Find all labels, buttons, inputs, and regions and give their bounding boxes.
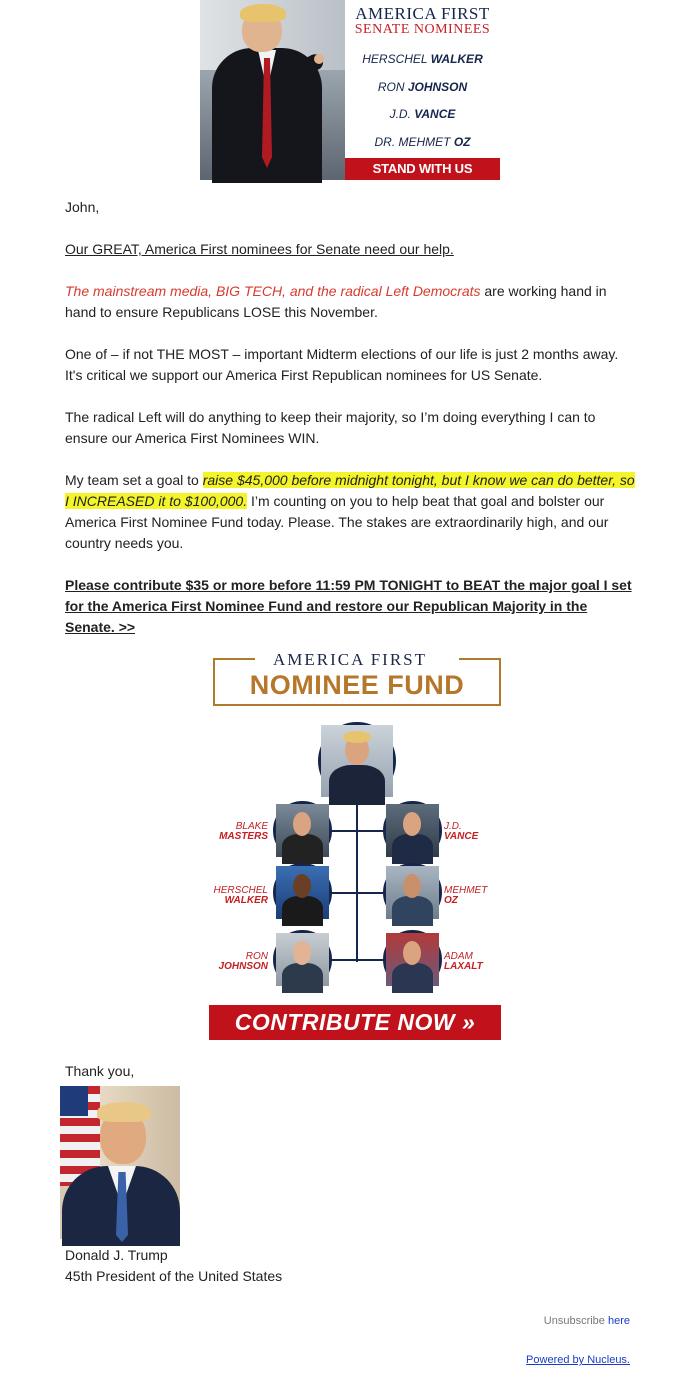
contribute-link[interactable]: Please contribute $35 or more before 11:59 PM TONIGHT to BEAT the major goal I set for the America First Nominee Fund and restore our Republican Majority in the Senate. >> bbox=[65, 577, 632, 635]
banner-title-line2: SENATE NOMINEES bbox=[354, 22, 491, 37]
powered-by-link[interactable]: Powered by Nucleus. bbox=[526, 1354, 630, 1366]
header-banner[interactable] bbox=[200, 0, 500, 198]
red-italic-text: The mainstream media, BIG TECH, and the radical Left Democrats bbox=[65, 283, 481, 299]
banner-title-line1: AMERICA FIRST bbox=[355, 4, 490, 23]
signer-name: Donald J. Trump bbox=[65, 1247, 168, 1263]
banner-nominee: RON JOHNSON bbox=[377, 80, 468, 94]
paragraph-majority: The radical Left will do anything to keep their majority, so I’m doing everything I can to ensure our America First Nominees WIN. bbox=[65, 409, 596, 446]
contribute-now-button[interactable]: CONTRIBUTE NOW » bbox=[209, 1005, 501, 1040]
thanks-text: Thank you, bbox=[65, 1063, 135, 1079]
powered-by bbox=[526, 1354, 630, 1366]
signature-photo bbox=[60, 1086, 180, 1239]
fund-title-line1: AMERICA FIRST bbox=[273, 650, 427, 669]
candidate-label-vance: J.D. VANCE bbox=[444, 821, 479, 842]
headline-link[interactable]: Our GREAT, America First nominees for Senate need our help. bbox=[65, 241, 454, 257]
greeting: John, bbox=[65, 199, 100, 215]
walker-avatar bbox=[273, 863, 332, 922]
trump-photo bbox=[200, 0, 345, 180]
masters-avatar bbox=[273, 801, 332, 860]
signer-title: 45th President of the United States bbox=[65, 1268, 283, 1284]
candidate-label-johnson: RON JOHNSON bbox=[218, 951, 268, 972]
candidate-label-oz: MEHMET OZ bbox=[444, 885, 488, 906]
stand-with-us-button[interactable]: STAND WITH US TODAY>> bbox=[345, 158, 500, 180]
banner-nominee: J.D. VANCE bbox=[389, 107, 456, 121]
paragraph-midterms: One of – if not THE MOST – important Midterm elections of our life is just 2 months away. It's critical we support our America First Republican nominees for US Senate. bbox=[65, 346, 619, 383]
banner-nominee: DR. MEHMET OZ bbox=[374, 135, 471, 149]
candidate-label-laxalt: ADAM LAXALT bbox=[444, 951, 483, 972]
candidate-label-masters: BLAKE MASTERS bbox=[219, 821, 268, 842]
vance-avatar bbox=[383, 801, 442, 860]
tree-line bbox=[356, 782, 358, 962]
unsubscribe-link[interactable]: here bbox=[607, 1315, 630, 1327]
paragraph-media: The mainstream media, BIG TECH, and the radical Left Democrats are working hand in hand to ensure Republicans LOSE this November. bbox=[65, 283, 607, 320]
unsubscribe-line: Unsubscribe here bbox=[543, 1315, 630, 1327]
banner-nominee: HERSCHEL WALKER bbox=[362, 52, 483, 66]
highlighted-goal: raise $45,000 before midnight tonight, but I know we can do better, so I INCREASED it to $100,000. bbox=[65, 472, 635, 509]
johnson-avatar bbox=[273, 930, 332, 989]
laxalt-avatar bbox=[383, 930, 442, 989]
nominee-fund-graphic[interactable] bbox=[200, 650, 500, 1045]
fund-title-line2: NOMINEE FUND bbox=[249, 670, 465, 700]
oz-avatar bbox=[383, 863, 442, 922]
candidate-label-walker: HERSCHEL WALKER bbox=[213, 885, 268, 906]
paragraph-goal: My team set a goal to raise $45,000 before midnight tonight, but I know we can do better, so I INCREASED it to $100,000. I’m counting on you to help beat that goal and bolster our America First Nominee Fund today. Please. The stakes are extraordinarily high, and our country needs you. bbox=[65, 472, 635, 551]
trump-avatar bbox=[318, 722, 396, 800]
